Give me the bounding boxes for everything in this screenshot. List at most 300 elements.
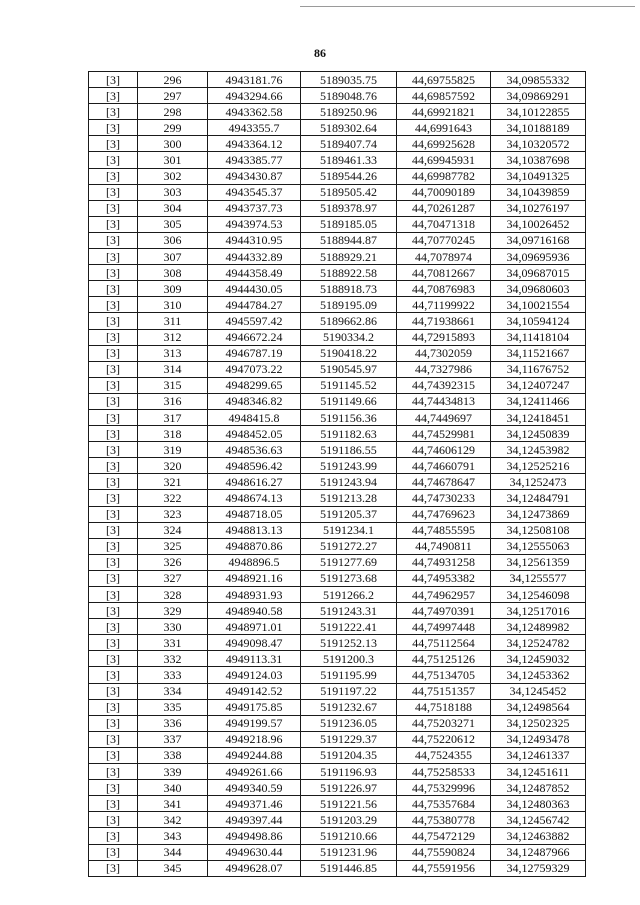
longitude-cell: 34,12502325 bbox=[491, 715, 586, 731]
latitude-cell: 44,69945931 bbox=[397, 152, 491, 168]
y-coordinate-cell: 5188929.21 bbox=[301, 249, 397, 265]
reference-cell: [3] bbox=[89, 731, 138, 747]
longitude-cell: 34,12759329 bbox=[491, 860, 586, 876]
table-row bbox=[89, 506, 586, 522]
longitude-cell: 34,12525216 bbox=[491, 458, 586, 474]
longitude-cell: 34,1255577 bbox=[491, 570, 586, 586]
longitude-cell: 34,09869291 bbox=[491, 88, 586, 104]
reference-cell: [3] bbox=[89, 522, 138, 538]
longitude-cell: 34,10491325 bbox=[491, 168, 586, 184]
table-row bbox=[89, 426, 586, 442]
table-row bbox=[89, 136, 586, 152]
reference-cell: [3] bbox=[89, 796, 138, 812]
point-number-cell: 326 bbox=[138, 554, 208, 570]
x-coordinate-cell: 4948718.05 bbox=[208, 506, 301, 522]
latitude-cell: 44,75203271 bbox=[397, 715, 491, 731]
point-number-cell: 328 bbox=[138, 587, 208, 603]
longitude-cell: 34,12555063 bbox=[491, 538, 586, 554]
y-coordinate-cell: 5191182.63 bbox=[301, 426, 397, 442]
x-coordinate-cell: 4949175.85 bbox=[208, 699, 301, 715]
y-coordinate-cell: 5191446.85 bbox=[301, 860, 397, 876]
point-number-cell: 344 bbox=[138, 844, 208, 860]
latitude-cell: 44,70876983 bbox=[397, 281, 491, 297]
point-number-cell: 315 bbox=[138, 377, 208, 393]
y-coordinate-cell: 5191149.66 bbox=[301, 393, 397, 409]
point-number-cell: 312 bbox=[138, 329, 208, 345]
x-coordinate-cell: 4948931.93 bbox=[208, 587, 301, 603]
x-coordinate-cell: 4948813.13 bbox=[208, 522, 301, 538]
point-number-cell: 309 bbox=[138, 281, 208, 297]
latitude-cell: 44,72915893 bbox=[397, 329, 491, 345]
longitude-cell: 34,1252473 bbox=[491, 474, 586, 490]
longitude-cell: 34,12487966 bbox=[491, 844, 586, 860]
x-coordinate-cell: 4949244.88 bbox=[208, 747, 301, 763]
latitude-cell: 44,74997448 bbox=[397, 619, 491, 635]
header-rule bbox=[300, 6, 635, 7]
y-coordinate-cell: 5191272.27 bbox=[301, 538, 397, 554]
longitude-cell: 34,10021554 bbox=[491, 297, 586, 313]
reference-cell: [3] bbox=[89, 184, 138, 200]
latitude-cell: 44,7078974 bbox=[397, 249, 491, 265]
reference-cell: [3] bbox=[89, 152, 138, 168]
table-row bbox=[89, 812, 586, 828]
reference-cell: [3] bbox=[89, 764, 138, 780]
y-coordinate-cell: 5189461.33 bbox=[301, 152, 397, 168]
latitude-cell: 44,71199922 bbox=[397, 297, 491, 313]
y-coordinate-cell: 5191186.55 bbox=[301, 442, 397, 458]
x-coordinate-cell: 4949340.59 bbox=[208, 780, 301, 796]
latitude-cell: 44,7518188 bbox=[397, 699, 491, 715]
point-number-cell: 320 bbox=[138, 458, 208, 474]
latitude-cell: 44,74962957 bbox=[397, 587, 491, 603]
reference-cell: [3] bbox=[89, 715, 138, 731]
table-row bbox=[89, 72, 586, 88]
latitude-cell: 44,74529981 bbox=[397, 426, 491, 442]
longitude-cell: 34,10387698 bbox=[491, 152, 586, 168]
reference-cell: [3] bbox=[89, 651, 138, 667]
latitude-cell: 44,75151357 bbox=[397, 683, 491, 699]
y-coordinate-cell: 5189250.96 bbox=[301, 104, 397, 120]
latitude-cell: 44,69857592 bbox=[397, 88, 491, 104]
y-coordinate-cell: 5191243.94 bbox=[301, 474, 397, 490]
table-row bbox=[89, 442, 586, 458]
y-coordinate-cell: 5189662.86 bbox=[301, 313, 397, 329]
point-number-cell: 313 bbox=[138, 345, 208, 361]
longitude-cell: 34,10439859 bbox=[491, 184, 586, 200]
x-coordinate-cell: 4948452.05 bbox=[208, 426, 301, 442]
point-number-cell: 334 bbox=[138, 683, 208, 699]
latitude-cell: 44,70090189 bbox=[397, 184, 491, 200]
point-number-cell: 297 bbox=[138, 88, 208, 104]
y-coordinate-cell: 5191145.52 bbox=[301, 377, 397, 393]
y-coordinate-cell: 5191195.99 bbox=[301, 667, 397, 683]
reference-cell: [3] bbox=[89, 812, 138, 828]
y-coordinate-cell: 5189185.05 bbox=[301, 216, 397, 232]
latitude-cell: 44,75357684 bbox=[397, 796, 491, 812]
reference-cell: [3] bbox=[89, 506, 138, 522]
latitude-cell: 44,75112564 bbox=[397, 635, 491, 651]
y-coordinate-cell: 5191229.37 bbox=[301, 731, 397, 747]
longitude-cell: 34,09680603 bbox=[491, 281, 586, 297]
latitude-cell: 44,74660791 bbox=[397, 458, 491, 474]
point-number-cell: 329 bbox=[138, 603, 208, 619]
x-coordinate-cell: 4944358.49 bbox=[208, 265, 301, 281]
point-number-cell: 319 bbox=[138, 442, 208, 458]
latitude-cell: 44,74970391 bbox=[397, 603, 491, 619]
point-number-cell: 345 bbox=[138, 860, 208, 876]
latitude-cell: 44,70770245 bbox=[397, 232, 491, 248]
point-number-cell: 333 bbox=[138, 667, 208, 683]
table-row bbox=[89, 764, 586, 780]
x-coordinate-cell: 4949371.46 bbox=[208, 796, 301, 812]
longitude-cell: 34,12489982 bbox=[491, 619, 586, 635]
table-row bbox=[89, 361, 586, 377]
latitude-cell: 44,75220612 bbox=[397, 731, 491, 747]
longitude-cell: 34,12418451 bbox=[491, 409, 586, 425]
point-number-cell: 308 bbox=[138, 265, 208, 281]
table-row bbox=[89, 747, 586, 763]
reference-cell: [3] bbox=[89, 120, 138, 136]
point-number-cell: 339 bbox=[138, 764, 208, 780]
y-coordinate-cell: 5191210.66 bbox=[301, 828, 397, 844]
latitude-cell: 44,70471318 bbox=[397, 216, 491, 232]
y-coordinate-cell: 5191156.36 bbox=[301, 409, 397, 425]
reference-cell: [3] bbox=[89, 216, 138, 232]
point-number-cell: 301 bbox=[138, 152, 208, 168]
longitude-cell: 34,12407247 bbox=[491, 377, 586, 393]
longitude-cell: 34,12450839 bbox=[491, 426, 586, 442]
longitude-cell: 34,09695936 bbox=[491, 249, 586, 265]
x-coordinate-cell: 4946672.24 bbox=[208, 329, 301, 345]
latitude-cell: 44,69925628 bbox=[397, 136, 491, 152]
y-coordinate-cell: 5189302.64 bbox=[301, 120, 397, 136]
point-number-cell: 338 bbox=[138, 747, 208, 763]
table-row bbox=[89, 216, 586, 232]
point-number-cell: 322 bbox=[138, 490, 208, 506]
x-coordinate-cell: 4949199.57 bbox=[208, 715, 301, 731]
latitude-cell: 44,74730233 bbox=[397, 490, 491, 506]
y-coordinate-cell: 5191221.56 bbox=[301, 796, 397, 812]
point-number-cell: 321 bbox=[138, 474, 208, 490]
longitude-cell: 34,12480363 bbox=[491, 796, 586, 812]
latitude-cell: 44,7449697 bbox=[397, 409, 491, 425]
reference-cell: [3] bbox=[89, 426, 138, 442]
reference-cell: [3] bbox=[89, 72, 138, 88]
table-row bbox=[89, 409, 586, 425]
x-coordinate-cell: 4943294.66 bbox=[208, 88, 301, 104]
reference-cell: [3] bbox=[89, 313, 138, 329]
x-coordinate-cell: 4943385.77 bbox=[208, 152, 301, 168]
x-coordinate-cell: 4948940.58 bbox=[208, 603, 301, 619]
y-coordinate-cell: 5191234.1 bbox=[301, 522, 397, 538]
y-coordinate-cell: 5189544.26 bbox=[301, 168, 397, 184]
reference-cell: [3] bbox=[89, 699, 138, 715]
y-coordinate-cell: 5191222.41 bbox=[301, 619, 397, 635]
point-number-cell: 311 bbox=[138, 313, 208, 329]
point-number-cell: 307 bbox=[138, 249, 208, 265]
x-coordinate-cell: 4948921.16 bbox=[208, 570, 301, 586]
reference-cell: [3] bbox=[89, 538, 138, 554]
point-number-cell: 314 bbox=[138, 361, 208, 377]
latitude-cell: 44,74931258 bbox=[397, 554, 491, 570]
x-coordinate-cell: 4948616.27 bbox=[208, 474, 301, 490]
table-row bbox=[89, 780, 586, 796]
reference-cell: [3] bbox=[89, 635, 138, 651]
reference-cell: [3] bbox=[89, 490, 138, 506]
y-coordinate-cell: 5191197.22 bbox=[301, 683, 397, 699]
reference-cell: [3] bbox=[89, 683, 138, 699]
point-number-cell: 327 bbox=[138, 570, 208, 586]
longitude-cell: 34,12456742 bbox=[491, 812, 586, 828]
longitude-cell: 34,12453982 bbox=[491, 442, 586, 458]
longitude-cell: 34,10188189 bbox=[491, 120, 586, 136]
y-coordinate-cell: 5189035.75 bbox=[301, 72, 397, 88]
point-number-cell: 340 bbox=[138, 780, 208, 796]
x-coordinate-cell: 4945597.42 bbox=[208, 313, 301, 329]
reference-cell: [3] bbox=[89, 619, 138, 635]
point-number-cell: 341 bbox=[138, 796, 208, 812]
reference-cell: [3] bbox=[89, 442, 138, 458]
point-number-cell: 310 bbox=[138, 297, 208, 313]
longitude-cell: 34,10122855 bbox=[491, 104, 586, 120]
table-row bbox=[89, 828, 586, 844]
x-coordinate-cell: 4949124.03 bbox=[208, 667, 301, 683]
point-number-cell: 299 bbox=[138, 120, 208, 136]
longitude-cell: 34,11676752 bbox=[491, 361, 586, 377]
table-row bbox=[89, 683, 586, 699]
longitude-cell: 34,10320572 bbox=[491, 136, 586, 152]
reference-cell: [3] bbox=[89, 587, 138, 603]
x-coordinate-cell: 4943181.76 bbox=[208, 72, 301, 88]
y-coordinate-cell: 5191213.28 bbox=[301, 490, 397, 506]
y-coordinate-cell: 5191243.31 bbox=[301, 603, 397, 619]
point-number-cell: 332 bbox=[138, 651, 208, 667]
x-coordinate-cell: 4949113.31 bbox=[208, 651, 301, 667]
point-number-cell: 325 bbox=[138, 538, 208, 554]
latitude-cell: 44,70261287 bbox=[397, 200, 491, 216]
reference-cell: [3] bbox=[89, 297, 138, 313]
table-row bbox=[89, 667, 586, 683]
reference-cell: [3] bbox=[89, 844, 138, 860]
reference-cell: [3] bbox=[89, 554, 138, 570]
x-coordinate-cell: 4948971.01 bbox=[208, 619, 301, 635]
point-number-cell: 303 bbox=[138, 184, 208, 200]
longitude-cell: 34,12461337 bbox=[491, 747, 586, 763]
y-coordinate-cell: 5190334.2 bbox=[301, 329, 397, 345]
point-number-cell: 342 bbox=[138, 812, 208, 828]
y-coordinate-cell: 5191203.29 bbox=[301, 812, 397, 828]
table-row bbox=[89, 844, 586, 860]
latitude-cell: 44,7327986 bbox=[397, 361, 491, 377]
latitude-cell: 44,75329996 bbox=[397, 780, 491, 796]
x-coordinate-cell: 4943974.53 bbox=[208, 216, 301, 232]
y-coordinate-cell: 5189048.76 bbox=[301, 88, 397, 104]
point-number-cell: 298 bbox=[138, 104, 208, 120]
page-number: 86 bbox=[314, 46, 326, 60]
reference-cell: [3] bbox=[89, 88, 138, 104]
table-row bbox=[89, 715, 586, 731]
table-row bbox=[89, 232, 586, 248]
y-coordinate-cell: 5189505.42 bbox=[301, 184, 397, 200]
longitude-cell: 34,11521667 bbox=[491, 345, 586, 361]
table-row bbox=[89, 152, 586, 168]
table-row bbox=[89, 796, 586, 812]
table-row bbox=[89, 281, 586, 297]
x-coordinate-cell: 4944430.05 bbox=[208, 281, 301, 297]
latitude-cell: 44,75591956 bbox=[397, 860, 491, 876]
reference-cell: [3] bbox=[89, 200, 138, 216]
longitude-cell: 34,12561359 bbox=[491, 554, 586, 570]
latitude-cell: 44,74769623 bbox=[397, 506, 491, 522]
latitude-cell: 44,69755825 bbox=[397, 72, 491, 88]
table-row bbox=[89, 554, 586, 570]
longitude-cell: 34,12459032 bbox=[491, 651, 586, 667]
x-coordinate-cell: 4949498.86 bbox=[208, 828, 301, 844]
table-row bbox=[89, 651, 586, 667]
x-coordinate-cell: 4948299.65 bbox=[208, 377, 301, 393]
longitude-cell: 34,12517016 bbox=[491, 603, 586, 619]
x-coordinate-cell: 4944310.95 bbox=[208, 232, 301, 248]
x-coordinate-cell: 4948674.13 bbox=[208, 490, 301, 506]
y-coordinate-cell: 5189195.09 bbox=[301, 297, 397, 313]
table-row bbox=[89, 570, 586, 586]
x-coordinate-cell: 4948415.8 bbox=[208, 409, 301, 425]
latitude-cell: 44,74678647 bbox=[397, 474, 491, 490]
table-row bbox=[89, 200, 586, 216]
longitude-cell: 34,12487852 bbox=[491, 780, 586, 796]
reference-cell: [3] bbox=[89, 168, 138, 184]
table-row bbox=[89, 538, 586, 554]
x-coordinate-cell: 4949261.66 bbox=[208, 764, 301, 780]
latitude-cell: 44,6991643 bbox=[397, 120, 491, 136]
table-row bbox=[89, 297, 586, 313]
table-row bbox=[89, 603, 586, 619]
x-coordinate-cell: 4946787.19 bbox=[208, 345, 301, 361]
latitude-cell: 44,74953382 bbox=[397, 570, 491, 586]
point-number-cell: 296 bbox=[138, 72, 208, 88]
latitude-cell: 44,71938661 bbox=[397, 313, 491, 329]
latitude-cell: 44,70812667 bbox=[397, 265, 491, 281]
reference-cell: [3] bbox=[89, 474, 138, 490]
y-coordinate-cell: 5188944.87 bbox=[301, 232, 397, 248]
point-number-cell: 335 bbox=[138, 699, 208, 715]
table-row bbox=[89, 168, 586, 184]
reference-cell: [3] bbox=[89, 361, 138, 377]
table-row bbox=[89, 474, 586, 490]
x-coordinate-cell: 4943545.37 bbox=[208, 184, 301, 200]
table-row bbox=[89, 265, 586, 281]
latitude-cell: 44,75380778 bbox=[397, 812, 491, 828]
latitude-cell: 44,74392315 bbox=[397, 377, 491, 393]
latitude-cell: 44,74434813 bbox=[397, 393, 491, 409]
table-row bbox=[89, 587, 586, 603]
table-row bbox=[89, 522, 586, 538]
reference-cell: [3] bbox=[89, 345, 138, 361]
x-coordinate-cell: 4943364.12 bbox=[208, 136, 301, 152]
reference-cell: [3] bbox=[89, 570, 138, 586]
table-row bbox=[89, 329, 586, 345]
longitude-cell: 34,10276197 bbox=[491, 200, 586, 216]
reference-cell: [3] bbox=[89, 104, 138, 120]
point-number-cell: 304 bbox=[138, 200, 208, 216]
x-coordinate-cell: 4948896.5 bbox=[208, 554, 301, 570]
reference-cell: [3] bbox=[89, 780, 138, 796]
table-row bbox=[89, 249, 586, 265]
point-number-cell: 331 bbox=[138, 635, 208, 651]
longitude-cell: 34,12484791 bbox=[491, 490, 586, 506]
reference-cell: [3] bbox=[89, 265, 138, 281]
latitude-cell: 44,74855595 bbox=[397, 522, 491, 538]
x-coordinate-cell: 4948596.42 bbox=[208, 458, 301, 474]
x-coordinate-cell: 4948536.63 bbox=[208, 442, 301, 458]
y-coordinate-cell: 5191277.69 bbox=[301, 554, 397, 570]
reference-cell: [3] bbox=[89, 409, 138, 425]
y-coordinate-cell: 5191200.3 bbox=[301, 651, 397, 667]
table-row bbox=[89, 393, 586, 409]
y-coordinate-cell: 5191273.68 bbox=[301, 570, 397, 586]
latitude-cell: 44,7302059 bbox=[397, 345, 491, 361]
latitude-cell: 44,75590824 bbox=[397, 844, 491, 860]
x-coordinate-cell: 4949628.07 bbox=[208, 860, 301, 876]
point-number-cell: 317 bbox=[138, 409, 208, 425]
y-coordinate-cell: 5188918.73 bbox=[301, 281, 397, 297]
x-coordinate-cell: 4947073.22 bbox=[208, 361, 301, 377]
x-coordinate-cell: 4949397.44 bbox=[208, 812, 301, 828]
x-coordinate-cell: 4949218.96 bbox=[208, 731, 301, 747]
x-coordinate-cell: 4948870.86 bbox=[208, 538, 301, 554]
reference-cell: [3] bbox=[89, 377, 138, 393]
latitude-cell: 44,69987782 bbox=[397, 168, 491, 184]
x-coordinate-cell: 4943355.7 bbox=[208, 120, 301, 136]
latitude-cell: 44,75134705 bbox=[397, 667, 491, 683]
reference-cell: [3] bbox=[89, 828, 138, 844]
longitude-cell: 34,12546098 bbox=[491, 587, 586, 603]
x-coordinate-cell: 4949630.44 bbox=[208, 844, 301, 860]
table-row bbox=[89, 458, 586, 474]
y-coordinate-cell: 5190418.22 bbox=[301, 345, 397, 361]
longitude-cell: 34,09687015 bbox=[491, 265, 586, 281]
point-number-cell: 318 bbox=[138, 426, 208, 442]
table-row bbox=[89, 313, 586, 329]
table-row bbox=[89, 490, 586, 506]
point-number-cell: 323 bbox=[138, 506, 208, 522]
table-row bbox=[89, 699, 586, 715]
point-number-cell: 300 bbox=[138, 136, 208, 152]
table-row bbox=[89, 88, 586, 104]
latitude-cell: 44,69921821 bbox=[397, 104, 491, 120]
longitude-cell: 34,12498564 bbox=[491, 699, 586, 715]
longitude-cell: 34,12508108 bbox=[491, 522, 586, 538]
x-coordinate-cell: 4943737.73 bbox=[208, 200, 301, 216]
point-number-cell: 336 bbox=[138, 715, 208, 731]
coordinates-table-body bbox=[89, 72, 586, 877]
y-coordinate-cell: 5191266.2 bbox=[301, 587, 397, 603]
longitude-cell: 34,12524782 bbox=[491, 635, 586, 651]
y-coordinate-cell: 5191205.37 bbox=[301, 506, 397, 522]
y-coordinate-cell: 5191204.35 bbox=[301, 747, 397, 763]
x-coordinate-cell: 4944332.89 bbox=[208, 249, 301, 265]
latitude-cell: 44,7490811 bbox=[397, 538, 491, 554]
latitude-cell: 44,74606129 bbox=[397, 442, 491, 458]
coordinates-table bbox=[88, 71, 586, 877]
reference-cell: [3] bbox=[89, 458, 138, 474]
point-number-cell: 337 bbox=[138, 731, 208, 747]
y-coordinate-cell: 5191232.67 bbox=[301, 699, 397, 715]
longitude-cell: 34,12493478 bbox=[491, 731, 586, 747]
y-coordinate-cell: 5191252.13 bbox=[301, 635, 397, 651]
x-coordinate-cell: 4943362.58 bbox=[208, 104, 301, 120]
table-row bbox=[89, 731, 586, 747]
